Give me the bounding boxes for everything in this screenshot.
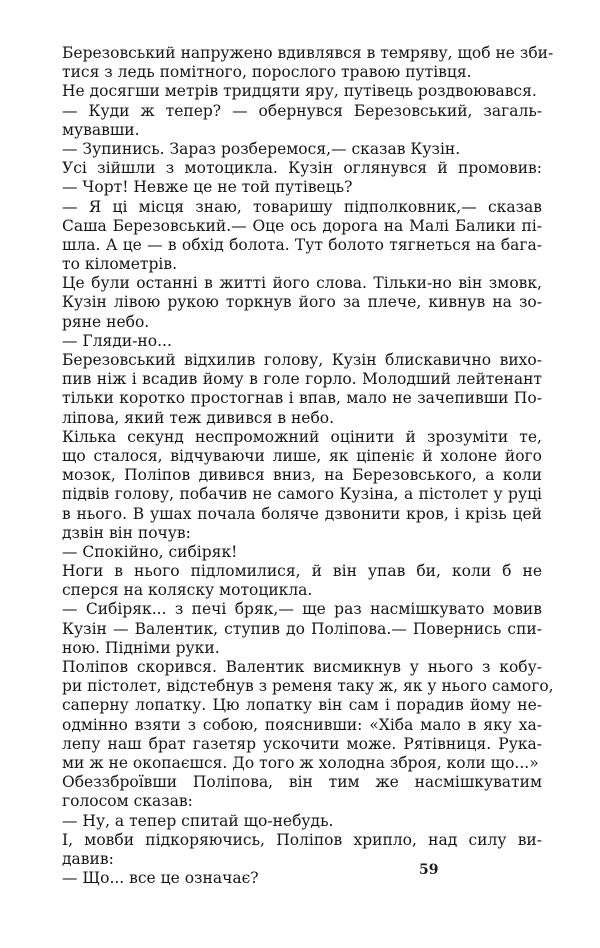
text-line: — Сибіряк... з печі бряк,— ще раз насмішкувато мовив	[62, 600, 542, 619]
text-line: Кузін лівою рукою торкнув його за плече, кивнув на зо-	[62, 293, 542, 312]
text-line: ряне небо.	[62, 312, 150, 331]
text-line: Не досягши метрів тридцяти яру, путівець роздвоювався.	[62, 82, 537, 101]
text-line: голосом сказав:	[62, 792, 193, 811]
text-line: Поліпов скорився. Валентик висмикнув у нього з кобу-	[62, 658, 542, 676]
text-line: в нього. В ушах почала боляче дзвонити кров, і крізь цей	[62, 504, 542, 523]
text-line: — Гляди-но...	[62, 331, 172, 350]
text-line: саперну лопатку. Цю лопатку він сам і порадив йому не-	[62, 696, 542, 715]
text-line: — Зупинись. Зараз розберемося,— сказав Кузін.	[62, 139, 461, 158]
text-line: ри пістолет, відстебнув з ременя таку ж, як у нього самого,	[62, 677, 554, 696]
text-line: Кузін — Валентик, ступив до Поліпова.— Повернись спи-	[62, 619, 542, 638]
text-line: підвів голову, побачив не самого Кузіна, а пістолет у руці	[62, 485, 542, 504]
text-line: тільки коротко простогнав і впав, мало не зачепивши По-	[62, 389, 542, 408]
text-line: І, мовби підкоряючись, Поліпов хрипло, над силу ви-	[62, 830, 542, 849]
text-line: — Що... все це означає?	[62, 869, 259, 888]
text-line: — Я ці місця знаю, товаришу підполковник,— сказав	[62, 197, 542, 216]
text-line: Це були останні в житті його слова. Тільки-но він змовк,	[62, 274, 542, 293]
text-line: дзвін він почув:	[62, 523, 191, 542]
text-line: Кілька секунд неспроможний оцінити й зрозуміти те,	[62, 427, 542, 446]
text-line: ми ж не окопаєшся. До того ж холодна зброя, коли що...»	[62, 753, 539, 772]
text-line: Усі зійшли з мотоцикла. Кузін оглянувся й промовив:	[62, 159, 542, 178]
body-text	[62, 44, 554, 888]
text-line: — Чорт! Невже це не той путівець?	[62, 178, 353, 197]
text-line: то кілометрів.	[62, 255, 177, 274]
text-line: Обеззброївши Поліпова, він тим же насмішкуватим	[62, 773, 542, 792]
text-line: лепу наш брат газетяр ускочити може. Рятівниця. Рука-	[62, 734, 542, 753]
text-line: ліпова, який теж дивився в небо.	[62, 408, 335, 427]
text-line: мозок, Поліпов дивився вниз, на Березовського, а коли	[62, 466, 542, 485]
text-line: одмінно взяти з собою, пояснивши: «Хіба мало в яку ха-	[62, 715, 542, 734]
book-page	[62, 44, 554, 924]
text-line: що сталося, відчуваючи лише, як ціпеніє й холоне його	[62, 446, 542, 465]
text-line: Березовський відхилив голову, Кузін блискавично вихо-	[62, 351, 542, 369]
text-line: давив:	[62, 849, 114, 868]
text-line: — Куди ж тепер? — обернувся Березовський, загаль-	[62, 101, 542, 120]
text-line: Ноги в нього підломилися, й він упав би, коли б не	[62, 562, 542, 581]
text-line: — Ну, а тепер спитай що-небудь.	[62, 811, 334, 830]
text-line: шла. А це — в обхід болота. Тут болото тягнеться на бага-	[62, 235, 542, 254]
text-line: — Спокійно, сибіряк!	[62, 542, 238, 561]
text-line: мувавши.	[62, 120, 140, 139]
text-line: ною. Підніми руки.	[62, 638, 220, 657]
page-number: 59	[419, 862, 439, 878]
text-line: пив ніж і всадив йому в голе горло. Молодший лейтенант	[62, 370, 542, 389]
text-line: тися з ледь помітного, порослого травою путівця.	[62, 63, 472, 82]
text-line: сперся на коляску мотоцикла.	[62, 581, 313, 600]
text-line: Саша Березовський.— Оце ось дорога на Малі Балики пі-	[62, 216, 542, 235]
text-line: Березовський напружено вдивлявся в темряву, щоб не зби-	[62, 44, 554, 62]
